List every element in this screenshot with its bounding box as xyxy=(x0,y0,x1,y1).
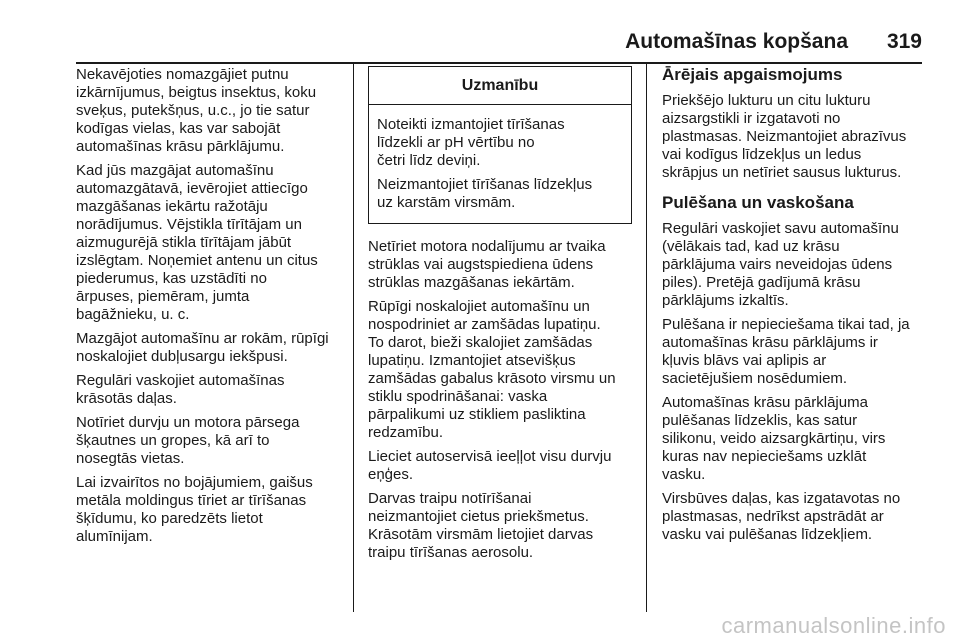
text-line: plastmasas. Neizmantojiet abrazīvus xyxy=(662,128,907,145)
text-line: aizsargstikli ir izgatavoti no xyxy=(662,110,841,127)
text-line: ārpuses, piemēram, jumta xyxy=(76,288,250,305)
page-header xyxy=(0,22,960,62)
text-line: (vēlākais tad, kad uz krāsu xyxy=(662,238,840,255)
text-line: stiklu spodrināšanai: vaska xyxy=(368,388,548,405)
paragraph xyxy=(76,66,346,156)
text-line: aizmugurējā stikla tīrītājam jābūt xyxy=(76,234,292,251)
paragraph xyxy=(662,220,932,310)
text-line: Mazgājot automašīnu ar rokām, rūpīgi xyxy=(76,330,329,347)
text-line: Noteikti izmantojiet tīrīšanas xyxy=(377,116,565,133)
text-line: kļuvis blāvs vai aplipis ar xyxy=(662,352,827,369)
text-line: pārklājums izkaltīs. xyxy=(662,292,789,309)
section-body-exterior-lights xyxy=(662,92,932,182)
text-line: Lieciet autoservisā ieeļļot visu durvju xyxy=(368,448,612,465)
paragraph xyxy=(368,238,638,292)
paragraph xyxy=(76,330,346,366)
text-line: Darvas traipu notīrīšanai xyxy=(368,490,532,507)
text-line: Kad jūs mazgājat automašīnu xyxy=(76,162,274,179)
paragraph xyxy=(662,394,932,484)
text-line: pārpalikumi uz stikliem pasliktina xyxy=(368,406,586,423)
text-line: silikonu, veido aizsargkārtiņu, virs xyxy=(662,430,886,447)
paragraph xyxy=(662,490,932,544)
text-line: zamšādas gabalus krāsoto virsmu un xyxy=(368,370,616,387)
text-line: izslēgtam. Noņemiet antenu un citus xyxy=(76,252,318,269)
column-divider-2 xyxy=(646,64,647,612)
paragraph xyxy=(662,316,932,388)
text-line: Netīriet motora nodalījumu ar tvaika xyxy=(368,238,606,255)
text-line: pārklājuma vairs neveidojas ūdens xyxy=(662,256,893,273)
text-line: šķīdumu, ko paredzēts lietot xyxy=(76,510,263,527)
text-line: kuras nav nepieciešams uzklāt xyxy=(662,448,867,465)
text-line: izkārnījumus, beigtus insektus, koku xyxy=(76,84,317,101)
caution-box xyxy=(368,66,632,224)
text-line: automašīnas krāsu pārklājums ir xyxy=(662,334,878,351)
text-line: bagāžnieku, u. c. xyxy=(76,306,190,323)
text-line: Regulāri vaskojiet savu automašīnu xyxy=(662,220,899,237)
text-line: alumīnijam. xyxy=(76,528,153,545)
text-line: noskalojiet dubļusargu iekšpusi. xyxy=(76,348,288,365)
text-line: vasku. xyxy=(662,466,706,483)
text-line: pulēšanas līdzeklis, kas satur xyxy=(662,412,858,429)
paragraph xyxy=(662,92,932,182)
text-line: Notīriet durvju un motora pārsega xyxy=(76,414,300,431)
column-divider-1 xyxy=(353,64,354,612)
text-line: līdzekli ar pH vērtību no xyxy=(377,134,535,151)
paragraph xyxy=(76,414,346,468)
caution-title: Uzmanību xyxy=(369,67,631,105)
paragraph xyxy=(368,448,638,484)
text-line: Priekšējo lukturu un citu lukturu xyxy=(662,92,871,109)
text-line: metāla moldingus tīriet ar tīrīšanas xyxy=(76,492,307,509)
text-line: piles). Pretējā gadījumā krāsu xyxy=(662,274,861,291)
header-rule xyxy=(76,62,922,64)
text-line: Lai izvairītos no bojājumiem, gaišus xyxy=(76,474,313,491)
text-line: norādījumus. Vējstikla tīrītājam un xyxy=(76,216,302,233)
text-line: piederumus, kas uzstādīti no xyxy=(76,270,267,287)
text-column-1 xyxy=(76,66,346,552)
paragraph xyxy=(368,490,638,562)
text-line: plastmasas, nedrīkst apstrādāt ar xyxy=(662,508,884,525)
text-line: eņģes. xyxy=(368,466,414,483)
text-column-3 xyxy=(662,66,932,550)
text-line: šķautnes un gropes, kā arī to xyxy=(76,432,270,449)
watermark: carmanualsonline.info xyxy=(721,613,946,638)
text-line: uz karstām virsmām. xyxy=(377,194,516,211)
text-line: četri līdz deviņi. xyxy=(377,152,481,169)
text-line: Nekavējoties nomazgājiet putnu xyxy=(76,66,289,83)
text-line: vasku vai pulēšanas līdzekļiem. xyxy=(662,526,873,543)
text-line: vai kodīgus līdzekļus un ledus xyxy=(662,146,862,163)
text-line: mazgāšanas iekārtu ražotāju xyxy=(76,198,268,215)
text-line: skrāpjus un netīriet sausus lukturus. xyxy=(662,164,902,181)
text-line: automašīnas krāsu pārklājumu. xyxy=(76,138,285,155)
text-line: nosegtās vietas. xyxy=(76,450,185,467)
text-line: Rūpīgi noskalojiet automašīnu un xyxy=(368,298,590,315)
text-line: nospodriniet ar zamšādas lupatiņu. xyxy=(368,316,601,333)
text-line: To darot, bieži skalojiet zamšādas xyxy=(368,334,593,351)
text-line: Pulēšana ir nepieciešama tikai tad, ja xyxy=(662,316,910,333)
text-line: redzamību. xyxy=(368,424,444,441)
paragraph xyxy=(377,176,623,212)
text-line: Virsbūves daļas, kas izgatavotas no xyxy=(662,490,901,507)
text-line: automazgātavā, ievērojiet attiecīgo xyxy=(76,180,308,197)
text-line: Automašīnas krāsu pārklājuma xyxy=(662,394,868,411)
text-line: strūklas mazgāšanas iekārtām. xyxy=(368,274,575,291)
text-line: Krāsotām virsmām lietojiet darvas xyxy=(368,526,594,543)
text-line: sacietējušiem nosēdumiem. xyxy=(662,370,848,387)
text-line: traipu tīrīšanas aerosolu. xyxy=(368,544,534,561)
text-line: lupatiņu. Izmantojiet atsevišķus xyxy=(368,352,576,369)
paragraph xyxy=(76,162,346,324)
text-column-2 xyxy=(368,66,638,568)
section-body-polishing xyxy=(662,220,932,544)
text-line: strūklas vai augstspiediena ūdens xyxy=(368,256,594,273)
text-line: sveķus, putekšņus, u.c., jo tie satur xyxy=(76,102,310,119)
text-line: krāsotās daļas. xyxy=(76,390,177,407)
section-heading-exterior-lights: Ārējais apgaismojums xyxy=(662,65,843,84)
text-line: Neizmantojiet tīrīšanas līdzekļus xyxy=(377,176,593,193)
section-title: Automašīnas kopšana xyxy=(625,30,848,53)
section-heading-polishing: Pulēšana un vaskošana xyxy=(662,193,854,212)
column-2-body xyxy=(368,238,638,562)
text-line: neizmantojiet cietus priekšmetus. xyxy=(368,508,589,525)
paragraph xyxy=(368,298,638,442)
paragraph xyxy=(76,474,346,546)
caution-body xyxy=(369,105,631,223)
text-line: Regulāri vaskojiet automašīnas xyxy=(76,372,285,389)
paragraph xyxy=(377,116,623,170)
page-number: 319 xyxy=(886,30,922,53)
paragraph xyxy=(76,372,346,408)
text-line: kodīgas vielas, kas var sabojāt xyxy=(76,120,281,137)
